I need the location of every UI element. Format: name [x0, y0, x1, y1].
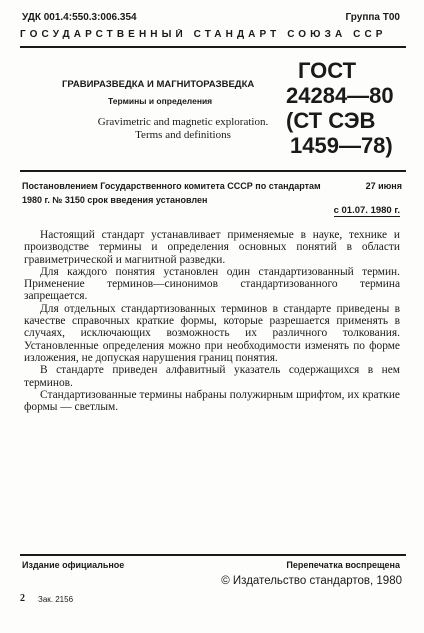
title-en-line1: Gravimetric and magnetic exploration. [97, 116, 269, 128]
gost-line3: (СТ СЭВ [286, 108, 376, 133]
group-code: Группа Т00 [345, 12, 400, 23]
resolution-date: 27 июня [365, 181, 402, 191]
effective-date-text: с 01.07. 1980 г. [333, 205, 400, 216]
page-number: 2 [20, 593, 25, 604]
body-paragraph: Для каждого понятия установлен один стандартизованный термин. Применение терминов—синонимов стандартизованного термина запрещается. [24, 265, 400, 303]
resolution-line1: Постановлением Государственного комитета СССР по стандартам [22, 181, 321, 191]
resolution-line2: 1980 г. № 3150 срок введения установлен [22, 195, 208, 205]
body-text [24, 229, 400, 413]
official-edition: Издание официальное [22, 560, 125, 570]
title-en-line2: Terms and definitions [135, 129, 231, 141]
gost-line4: 1459—78) [290, 133, 393, 158]
copyright-notice: © Издательство стандартов, 1980 [221, 575, 402, 587]
body-paragraph: Для отдельных стандартизованных терминов в стандарте приведены в качестве справочных краткие формы, которые разрешается применять в случаях, исключающих возможность их различного толкования. Установленные определения можно при необходимости изменять по форме изложения, не допуская нарушения границ понятия. [24, 302, 400, 364]
effective-date [334, 205, 400, 216]
order-number: Зак. 2156 [38, 595, 74, 604]
state-standard-heading: ГОСУДАРСТВЕННЫЙ СТАНДАРТ СОЮЗА ССР [20, 29, 387, 40]
document-subtitle: Термины и определения [108, 96, 213, 106]
gost-number [286, 58, 394, 158]
body-paragraph: В стандарте приведен алфавитный указатель содержащихся в нем терминов. [24, 364, 400, 389]
footer-rule [20, 554, 406, 556]
resolution [22, 179, 402, 207]
udk-code: УДК 001.4:550.3:006.354 [22, 12, 137, 23]
title-rule [20, 170, 406, 172]
body-paragraph: Настоящий стандарт устанавливает применяемые в науке, технике и производстве термины и определения основных понятий в области гравиметрической и магнитной разведки. [24, 229, 400, 266]
document-title: ГРАВИРАЗВЕДКА И МАГНИТОРАЗВЕДКА [62, 79, 255, 90]
gost-line2: 24284—80 [286, 83, 394, 108]
header-rule [20, 46, 406, 48]
body-paragraph: Стандартизованные термины набраны полужирным шрифтом, их краткие формы — светлым. [24, 388, 400, 414]
gost-line1: ГОСТ [298, 58, 357, 83]
document-title-english [72, 116, 294, 142]
reprint-notice: Перепечатка воспрещена [286, 560, 400, 570]
